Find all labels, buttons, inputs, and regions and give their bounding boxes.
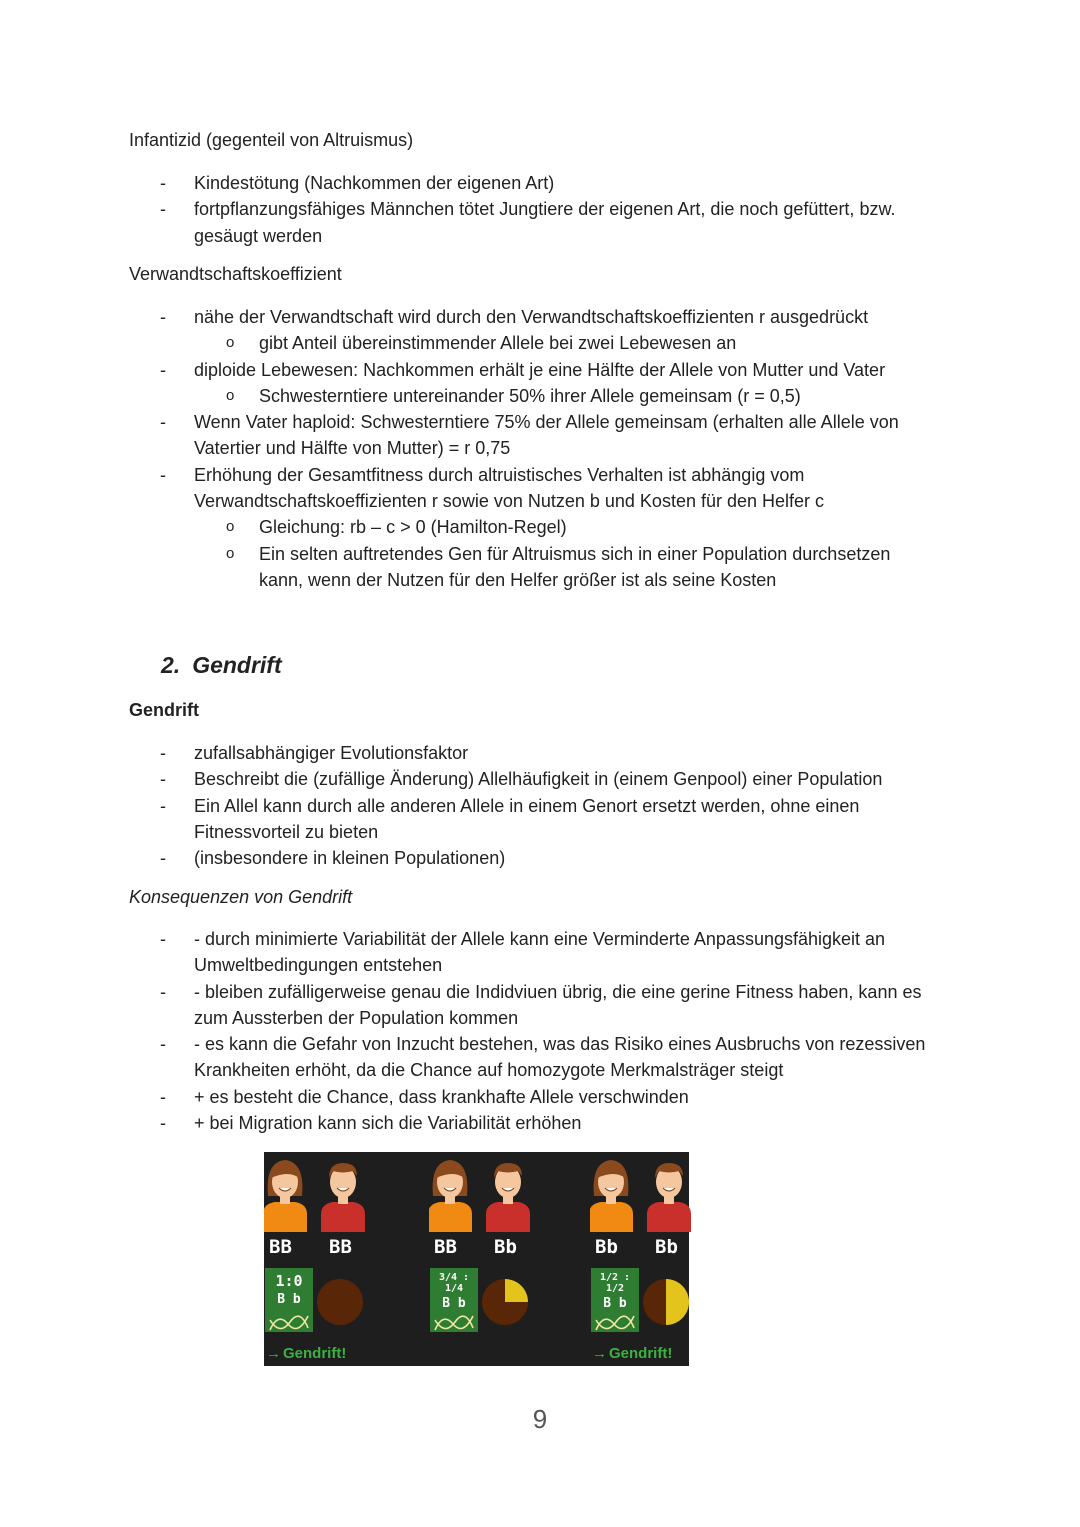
list-item: [0, 462, 1080, 515]
female-person-icon: [429, 1160, 472, 1232]
page-number: 9: [532, 1404, 548, 1434]
sub-item-text: Schwesterntiere untereinander 50% ihrer Allele gemeinsam (r = 0,5): [259, 385, 801, 406]
heading-konsequenzen: Konsequenzen von Gendrift: [129, 887, 353, 907]
allele-letters: B b: [277, 1292, 301, 1307]
population-panel: [590, 1152, 720, 1366]
sub-list-item: [0, 330, 1080, 356]
dash-bullet: -: [160, 464, 166, 485]
list-item: [0, 409, 1080, 462]
male-person-icon: [647, 1163, 691, 1232]
genotype-label: Bb: [655, 1236, 678, 1258]
list-item-text: Erhöhung der Gesamtfitness durch altruistisches Verhalten ist abhängig vom Verwandtschaftskoeffizienten r sowie von Nutzen b und Kosten für den Helfer c: [194, 464, 825, 512]
list-item: [0, 1084, 1080, 1110]
gendrift-illustration: [264, 1152, 689, 1366]
list-item-text: diploide Lebewesen: Nachkommen erhält je eine Hälfte der Allele von Mutter und Vater: [194, 359, 886, 380]
allele-ratio: 1:0: [275, 1272, 303, 1290]
sub-list-item: [0, 541, 1080, 594]
circle-bullet: o: [226, 386, 235, 404]
dash-bullet: -: [160, 359, 166, 380]
list-item-text: (insbesondere in kleinen Populationen): [194, 848, 506, 869]
list-item-text: Wenn Vater haploid: Schwesterntiere 75% der Allele gemeinsam (erhalten alle Allele von Vatertier und Hälfte von Mutter) = r 0,75: [194, 412, 899, 459]
dash-bullet: -: [160, 173, 166, 193]
list-item: [0, 766, 1080, 792]
dash-bullet: -: [160, 1034, 166, 1055]
panel-graphics: [590, 1152, 720, 1366]
circle-bullet: o: [226, 544, 235, 562]
list-item: [0, 170, 1080, 196]
population-panel: [429, 1152, 559, 1366]
sub-item-text: gibt Anteil übereinstimmender Allele bei zwei Lebewesen an: [259, 333, 737, 354]
female-person-icon: [590, 1160, 633, 1232]
male-person-icon: [321, 1163, 365, 1232]
dash-bullet: -: [160, 412, 166, 433]
gendrift-label-text: Gendrift!: [609, 1345, 673, 1362]
list-item: [0, 1031, 1080, 1084]
pie-slice-b: [505, 1279, 528, 1302]
sub-list-item: [0, 514, 1080, 540]
allele-ratio: 1/2 : 1/2: [599, 1272, 631, 1294]
list-item-text: zufallsabhängiger Evolutionsfaktor: [194, 743, 469, 763]
arrow-right-icon: →: [592, 1345, 607, 1362]
pie-slice-B: [317, 1279, 363, 1325]
list-verwandtschaft: [0, 304, 1080, 593]
list-item: [0, 1110, 1080, 1136]
list-item-text: + bei Migration kann sich die Variabilität erhöhen: [194, 1113, 582, 1134]
list-item: [0, 979, 1080, 1032]
heading-gendrift: Gendrift: [129, 700, 199, 720]
sub-item-text: Ein selten auftretendes Gen für Altruismus sich in einer Population durchsetzen kann, wenn der Nutzen für den Helfer größer ist als seine Kosten: [259, 543, 891, 590]
dash-bullet: -: [160, 929, 166, 949]
dash-bullet: -: [160, 981, 166, 1002]
dash-bullet: -: [160, 1113, 166, 1134]
list-gendrift: [0, 740, 1080, 871]
genotype-label: Bb: [494, 1236, 517, 1258]
list-item-text: Beschreibt die (zufällige Änderung) Allelhäufigkeit in (einem Genpool) einer Population: [194, 769, 883, 790]
dash-bullet: -: [160, 848, 166, 869]
allele-frequency-pie: [317, 1279, 363, 1325]
list-item-text: nähe der Verwandtschaft wird durch den Verwandtschaftskoeffizienten r ausgedrückt: [194, 307, 869, 327]
circle-bullet: o: [226, 518, 235, 536]
dash-bullet: -: [160, 199, 166, 220]
list-item-text: + es besteht die Chance, dass krankhafte Allele verschwinden: [194, 1086, 689, 1107]
list-item: [0, 196, 1080, 249]
section-title: [161, 652, 282, 679]
panel-graphics: [429, 1152, 559, 1366]
list-item: [0, 926, 1080, 979]
sub-list-item: [0, 383, 1080, 409]
list-item: [0, 304, 1080, 330]
dna-icon: [270, 1316, 308, 1330]
circle-bullet: o: [226, 334, 235, 352]
dash-bullet: -: [160, 307, 166, 327]
heading-infantizid: Infantizid (gegenteil von Altruismus): [129, 130, 414, 150]
section-number: 2.: [161, 652, 181, 678]
list-item-text: - durch minimierte Variabilität der Allele kann eine Verminderte Anpassungsfähigkeit an Umweltbedingungen entstehen: [194, 929, 886, 976]
female-person-icon: [264, 1160, 307, 1232]
gendrift-label-text: Gendrift!: [283, 1345, 347, 1362]
list-item: [0, 793, 1080, 846]
allele-letters: B b: [603, 1296, 627, 1311]
genotype-label: BB: [329, 1236, 352, 1258]
list-item-text: - bleiben zufälligerweise genau die Indidviuen übrig, die eine gerine Fitness haben, kann es zum Aussterben der Population kommen: [194, 981, 922, 1028]
list-item: [0, 740, 1080, 766]
dna-icon: [435, 1316, 473, 1330]
allele-frequency-pie: [643, 1279, 689, 1325]
dash-bullet: -: [160, 769, 166, 790]
arrow-right-icon: →: [266, 1345, 281, 1362]
genotype-label: BB: [269, 1236, 292, 1258]
list-item-text: Ein Allel kann durch alle anderen Allele in einem Genort ersetzt werden, ohne einen Fitnessvorteil zu bieten: [194, 795, 860, 842]
dash-bullet: -: [160, 743, 166, 763]
dash-bullet: -: [160, 795, 166, 816]
list-item-text: - es kann die Gefahr von Inzucht bestehen, was das Risiko eines Ausbruchs von rezessiven Krankheiten erhöht, da die Chance auf homozygote Merkmalsträger steigt: [194, 1034, 926, 1081]
heading-verwandtschaftskoeffizient: Verwandtschaftskoeffizient: [129, 264, 342, 284]
list-item: [0, 845, 1080, 871]
panel-graphics: [264, 1152, 394, 1366]
male-person-icon: [486, 1163, 530, 1232]
list-item-text: Kindestötung (Nachkommen der eigenen Art): [194, 173, 555, 193]
allele-letters: B b: [442, 1296, 466, 1311]
pie-slice-b: [666, 1279, 689, 1325]
allele-frequency-pie: [482, 1279, 528, 1325]
section-title-text: Gendrift: [192, 652, 282, 678]
list-item-text: fortpflanzungsfähiges Männchen tötet Jungtiere der eigenen Art, die noch gefüttert, bzw. gesäugt werden: [194, 199, 896, 246]
list-konsequenzen: [0, 926, 1080, 1136]
sub-item-text: Gleichung: rb – c > 0 (Hamilton-Regel): [259, 517, 567, 538]
allele-ratio: 3/4 : 1/4: [438, 1272, 470, 1294]
dash-bullet: -: [160, 1086, 166, 1107]
list-infantizid: [0, 170, 1080, 249]
genotype-label: Bb: [595, 1236, 618, 1258]
genotype-label: BB: [434, 1236, 457, 1258]
dna-icon: [596, 1316, 634, 1330]
list-item: [0, 357, 1080, 383]
population-panel: [264, 1152, 394, 1366]
